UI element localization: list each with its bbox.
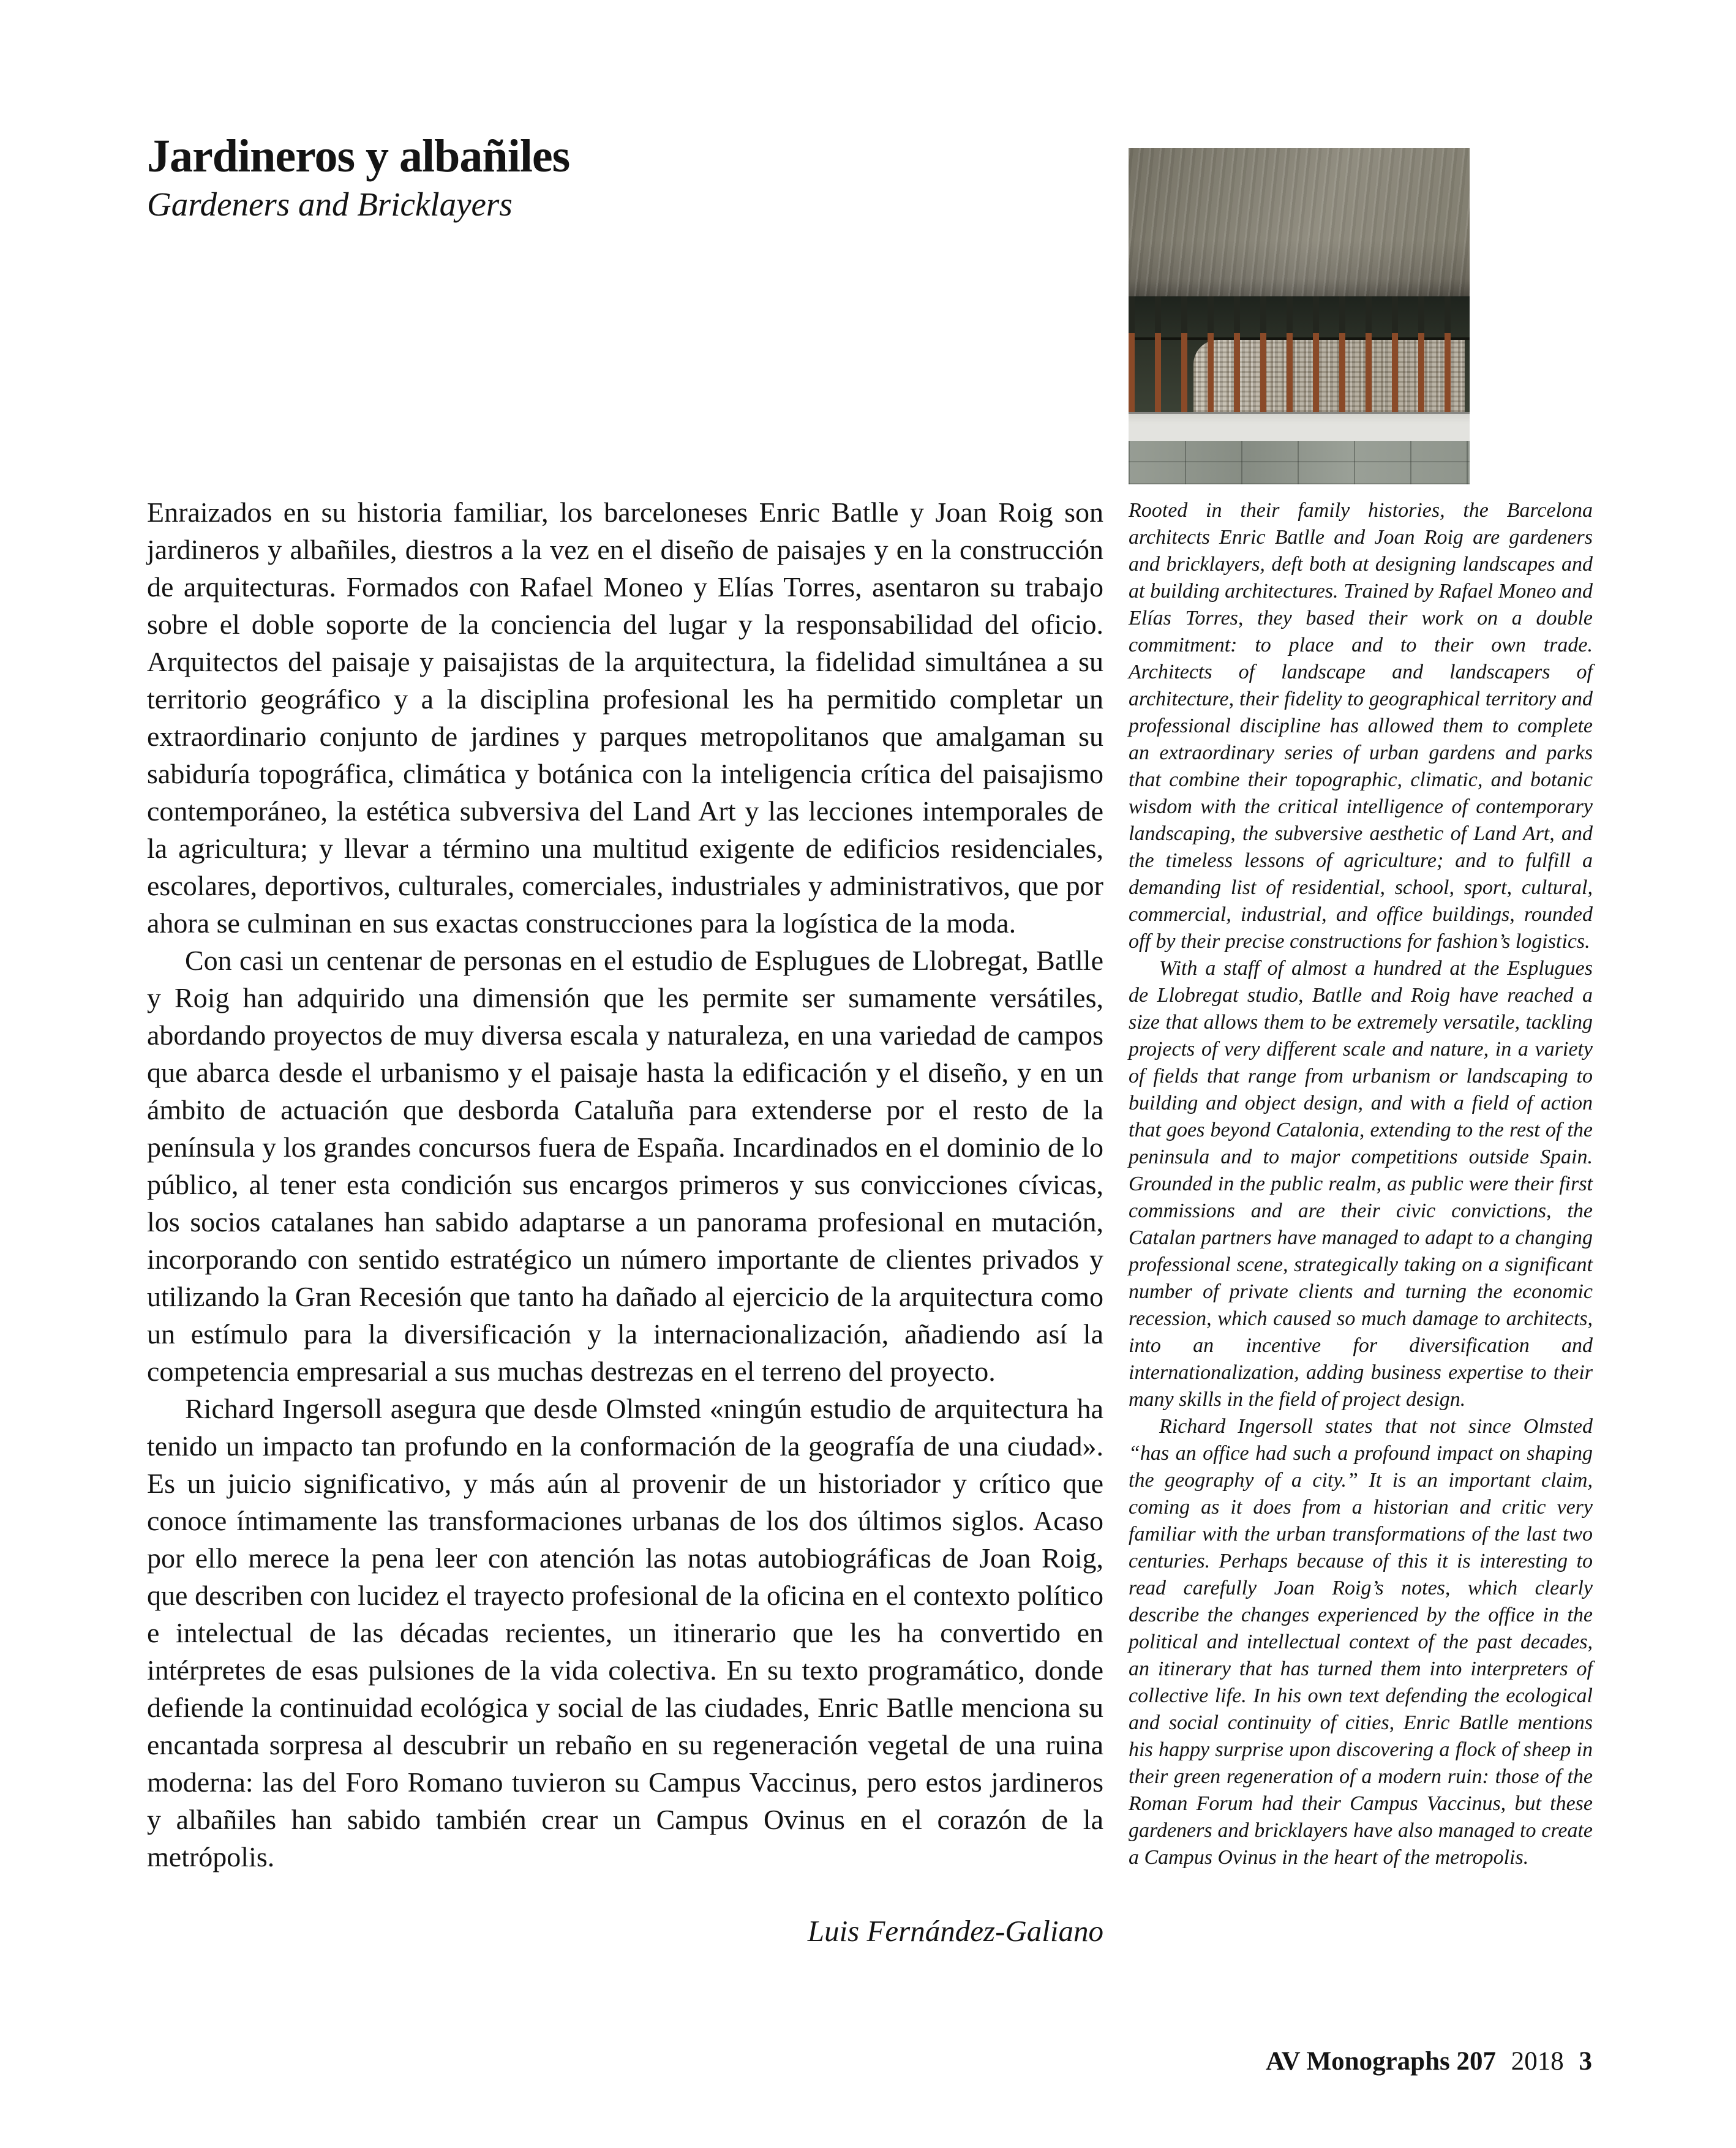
english-paragraph-3: Richard Ingersoll states that not since Olmsted “has an office had such a profound impact on shaping the geography of a city.” It is an important claim, coming as it does from a historian and critic very familiar with the urban transformations of the last two centuries. Perhaps because of this it is interesting to read carefully Joan Roig’s notes, which clearly describe the changes experienced by the office in the political and intellectual context of the past decades, an itinerary that has turned them into interpreters of collective life. In his own text defending the ecological and social continuity of cities, Enric Batlle mentions his happy surprise upon discovering a flock of sheep in their green regeneration of a modern ruin: those of the Roman Forum had their Campus Vaccinus, but these gardeners and bricklayers have also managed to create a Campus Ovinus in the heart of the metropolis. [1129,1415,1593,1869]
journal-name: AV Monographs [1266,2047,1450,2076]
spanish-column [147,494,1103,1950]
spanish-paragraph-3: Richard Ingersoll asegura que desde Olmsted «ningún estudio de arquitectura ha tenido un impacto tan profundo en la conformación de la geografía de una ciudad». Es un juicio significativo, y más aún al provenir de un historiador y crítico que conoce íntimamente las transformaciones urbanas de los dos últimos siglos. Acaso por ello merece la pena leer con atención las notas autobiográficas de Joan Roig, que describen con lucidez el trayecto profesional de la oficina en el contexto político e intelectual de las décadas recientes, un itinerario que les ha convertido en intérpretes de esas pulsiones de la vida colectiva. En su texto programático, donde defiende la continuidad ecológica y social de las ciudades, Enric Batlle menciona su encantada sorpresa al descubrir un rebaño en su regeneración vegetal de una ruina moderna: las del Foro Romano tuvieron su Campus Vaccinus, pero estos jardineros y albañiles han sabido también crear un Campus Ovinus en el corazón de la metrópolis. [147,1393,1103,1872]
photo-slats-rust [1129,333,1470,412]
issue-year: 2018 [1511,2047,1564,2076]
article-title-english: Gardeners and Bricklayers [147,186,513,223]
page-footer [1266,2046,1592,2076]
article-photo [1129,148,1470,484]
english-paragraph-2: With a staff of almost a hundred at the Esplugues de Llobregat studio, Batlle and Roig have reached a size that allows them to be extremely versatile, tackling projects of very different scale and nature, in a variety of fields that range from urbanism or landscaping to building and object design, and with a field of action that goes beyond Catalonia, extending to the rest of the peninsula and to major competitions outside Spain. Grounded in the public realm, as public were their first commissions and are their civic convictions, the Catalan partners have managed to adapt to a changing professional scene, strategically taking on a significant number of private clients and turning the economic recession, which caused so much damage to architects, into an incentive for diversification and internationalization, adding business expertise to their many skills in the field of project design. [1129,957,1593,1411]
issue-number: 207 [1456,2047,1496,2076]
english-column [1129,497,1593,1871]
photo-white-ground [1129,412,1470,443]
spanish-paragraph-2: Con casi un centenar de personas en el estudio de Esplugues de Llobregat, Batlle y Roig han adquirido una dimensión que les permite ser sumamente versátiles, abordando proyectos de muy diversa escala y naturaleza, en una variedad de campos que abarca desde el urbanismo y el paisaje hasta la edificación y el diseño, y en un ámbito de actuación que desborda Cataluña para extenderse por el resto de la península y los grandes concursos fuera de España. Incardinados en el dominio de lo público, al tener esta condición sus encargos primeros y sus convicciones cívicas, los socios catalanes han sabido adaptarse a un panorama profesional en mutación, incorporando con sentido estratégico un número importante de clientes privados y utilizando la Gran Recesión que tanto ha dañado al ejercicio de la arquitectura como un estímulo para la diversificación y la internacionalización, añadiendo así la competencia empresarial a sus muchas destrezas en el terreno del proyecto. [147,945,1103,1387]
author-signature: Luis Fernández-Galiano [807,1914,1103,1948]
photo-concrete-canopy [1129,148,1470,296]
photo-stone-paving [1129,441,1470,484]
article-title-spanish: Jardineros y albañiles [147,130,570,182]
spanish-paragraph-1: Enraizados en su historia familiar, los barceloneses Enric Batlle y Joan Roig son jardineros y albañiles, diestros a la vez en el diseño de paisajes y en la construcción de arquitecturas. Formados con Rafael Moneo y Elías Torres, asentaron su trabajo sobre el doble soporte de la conciencia del lugar y la responsabilidad del oficio. Arquitectos del paisaje y paisajistas de la arquitectura, la fidelidad simultánea a su territorio geográfico y a la disciplina profesional les ha permitido completar un extraordinario conjunto de jardines y parques metropolitanos que amalgaman su sabiduría topográfica, climática y botánica con la inteligencia crítica del paisajismo contemporáneo, la estética subversiva del Land Art y las lecciones intemporales de la agricultura; y llevar a término una multitud exigente de edificios residenciales, escolares, deportivos, culturales, comerciales, industriales y administrativos, que por ahora se culminan en sus exactas construcciones para la logística de la moda. [147,497,1103,939]
english-paragraph-1: Rooted in their family histories, the Barcelona architects Enric Batlle and Joan Roig are gardeners and bricklayers, deft both at designing landscapes and at building architectures. Trained by Rafael Moneo and Elías Torres, they based their work on a double commitment: to place and to their own trade. Architects of landscape and landscapers of architecture, their fidelity to geographical territory and professional discipline has allowed them to complete an extraordinary series of urban gardens and parks that combine their topographic, climatic, and botanic wisdom with the critical intelligence of contemporary landscaping, the subversive aesthetic of Land Art, and the timeless lessons of agriculture; and to fulfill a demanding list of residential, school, sport, cultural, commercial, industrial, and office buildings, rounded off by their precise constructions for fashion’s logistics. [1129,499,1593,953]
page-number: 3 [1579,2047,1592,2076]
